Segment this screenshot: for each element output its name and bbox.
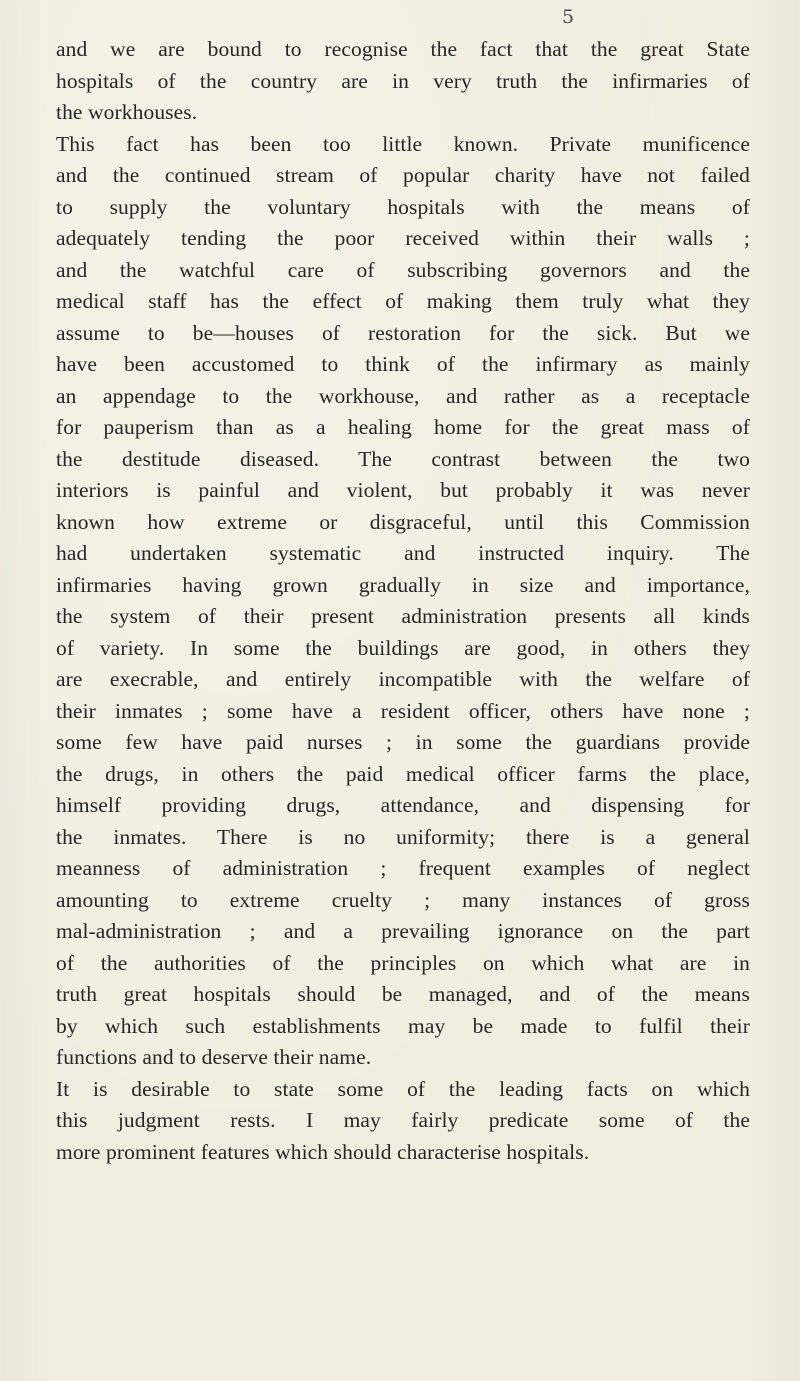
- text-line: the system of their present administration presents all kinds: [56, 604, 750, 628]
- text-line: interiors is painful and violent, but probably it was never: [56, 478, 750, 502]
- text-line: an appendage to the workhouse, and rather as a receptacle: [56, 383, 750, 408]
- text-line: the workhouses.: [56, 100, 198, 124]
- text-line: of the authorities of the principles on which what are in: [56, 950, 750, 975]
- text-line: the drugs, in others the paid medical officer farms the place,: [56, 761, 750, 786]
- text-line: the inmates. There is no uniformity; there is a general: [56, 824, 750, 849]
- paragraph-1: [56, 34, 750, 129]
- text-line: known how extreme or disgraceful, until this Commission: [56, 509, 750, 534]
- text-line: this judgment rests. I may fairly predicate some of the: [56, 1108, 750, 1132]
- text-line: of variety. In some the buildings are good, in others they: [56, 635, 750, 660]
- text-line: hospitals of the country are in very truth the infirmaries of: [56, 68, 750, 93]
- page-number: 5: [562, 6, 575, 28]
- paragraph-3: [56, 1074, 750, 1169]
- body-text: [56, 34, 750, 1168]
- text-line: truth great hospitals should be managed, and of the means: [56, 982, 750, 1006]
- text-line: and the watchful care of subscribing governors and the: [56, 257, 750, 282]
- text-line: mal-administration ; and a prevailing ignorance on the part: [56, 919, 750, 943]
- text-line: infirmaries having grown gradually in size and importance,: [56, 572, 750, 597]
- text-line: It is desirable to state some of the leading facts on which: [56, 1076, 750, 1101]
- text-line: adequately tending the poor received within their walls ;: [56, 226, 750, 250]
- text-line: the destitude diseased. The contrast between the two: [56, 446, 750, 471]
- text-line: himself providing drugs, attendance, and dispensing for: [56, 793, 750, 817]
- text-line: and we are bound to recognise the fact that the great State: [56, 37, 750, 61]
- text-line: some few have paid nurses ; in some the guardians provide: [56, 730, 750, 754]
- text-line: to supply the voluntary hospitals with the means of: [56, 194, 750, 219]
- text-line: assume to be—houses of restoration for the sick. But we: [56, 320, 750, 345]
- text-line: more prominent features which should characterise hospitals.: [56, 1139, 590, 1164]
- text-line: functions and to deserve their name.: [56, 1045, 372, 1069]
- text-line: This fact has been too little known. Private munificence: [56, 131, 750, 156]
- text-line: for pauperism than as a healing home for the great mass of: [56, 415, 750, 439]
- text-line: are execrable, and entirely incompatible with the welfare of: [56, 667, 750, 691]
- text-line: and the continued stream of popular charity have not failed: [56, 163, 750, 187]
- text-line: have been accustomed to think of the infirmary as mainly: [56, 352, 750, 376]
- text-line: meanness of administration ; frequent examples of neglect: [56, 856, 750, 880]
- text-line: amounting to extreme cruelty ; many instances of gross: [56, 887, 750, 912]
- text-line: medical staff has the effect of making them truly what they: [56, 289, 750, 313]
- paragraph-2: [56, 129, 750, 1074]
- text-line: had undertaken systematic and instructed inquiry. The: [56, 541, 750, 565]
- text-line: by which such establishments may be made to fulfil their: [56, 1013, 750, 1038]
- text-line: their inmates ; some have a resident officer, others have none ;: [56, 698, 750, 723]
